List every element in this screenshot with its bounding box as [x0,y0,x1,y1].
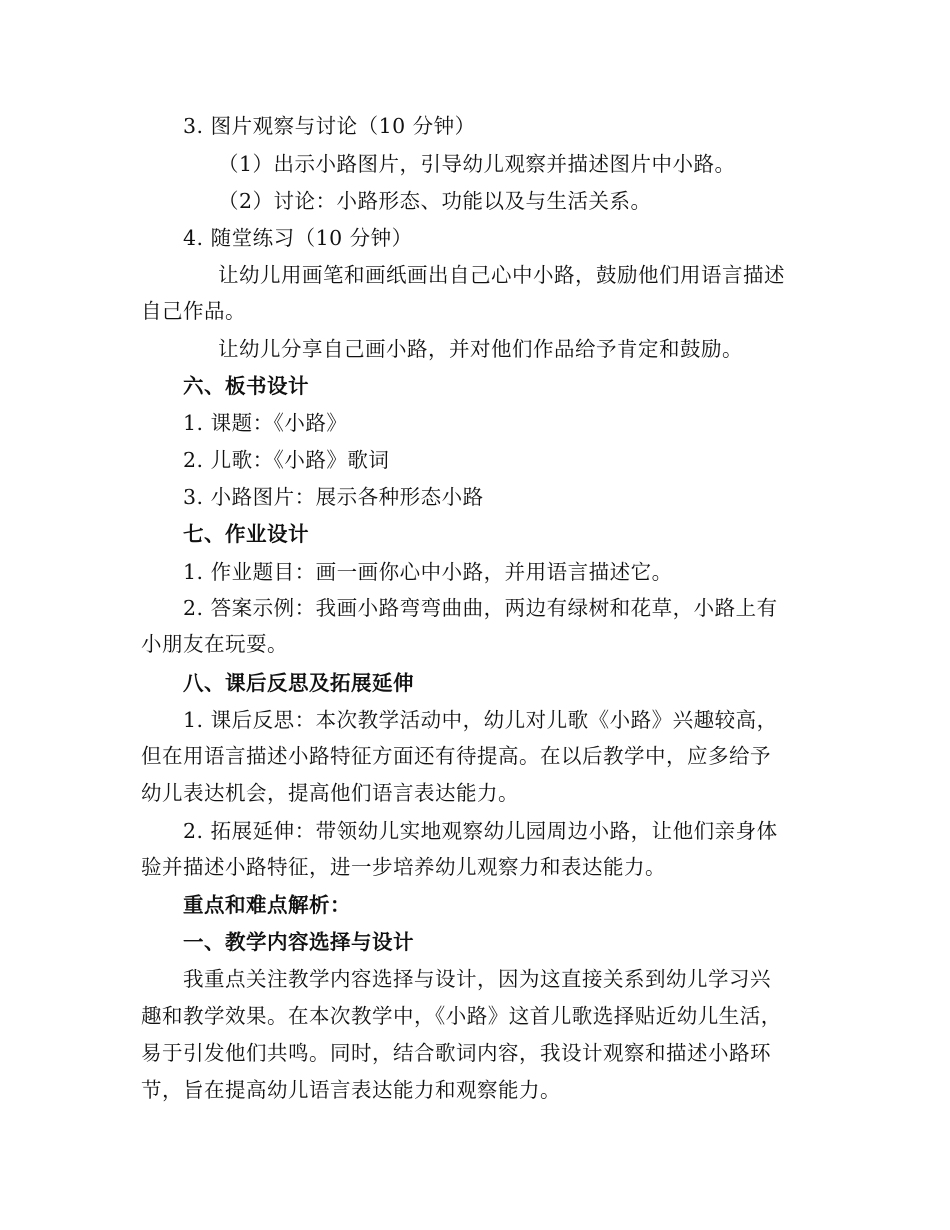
analysis-line-2: 趣和教学效果。在本次教学中，《小路》这首儿歌选择贴近幼儿生活， [141,1004,782,1028]
reflection-line-3: 幼儿表达机会，提高他们语言表达能力。 [141,781,519,805]
extension-line-1: 2. 拓展延伸：带领幼儿实地观察幼儿园周边小路，让他们亲身体 [183,819,778,843]
section3-item-2: （2）讨论：小路形态、功能以及与生活关系。 [218,189,652,213]
section3-item-1: （1）出示小路图片，引导幼儿观察并描述图片中小路。 [218,152,736,176]
heading-homework-design: 七、作业设计 [183,522,309,546]
heading-board-design: 六、板书设计 [183,374,309,398]
extension-line-2: 验并描述小路特征，进一步培养幼儿观察力和表达能力。 [141,855,666,879]
section4-paragraph-1-line-1: 让幼儿用画笔和画纸画出自己心中小路，鼓励他们用语言描述 [218,263,785,287]
board-item-2: 2. 儿歌：《小路》歌词 [183,448,390,472]
section4-paragraph-1-line-2: 自己作品。 [141,299,246,323]
heading-key-difficult-points: 重点和难点解析： [183,893,351,917]
homework-item-2-line-1: 2. 答案示例：我画小路弯弯曲曲，两边有绿树和花草，小路上有 [183,596,778,620]
board-item-1: 1. 课题：《小路》 [183,411,348,435]
analysis-line-4: 节，旨在提高幼儿语言表达能力和观察能力。 [141,1078,561,1102]
analysis-line-1: 我重点关注教学内容选择与设计，因为这直接关系到幼儿学习兴 [183,967,771,991]
analysis-line-3: 易于引发他们共鸣。同时，结合歌词内容，我设计观察和描述小路环 [141,1041,771,1065]
section4-title: 4. 随堂练习（10 分钟） [183,226,413,250]
homework-item-1: 1. 作业题目：画一画你心中小路，并用语言描述它。 [183,560,673,584]
heading-content-selection: 一、教学内容选择与设计 [183,930,414,954]
homework-item-2-line-2: 小朋友在玩耍。 [141,632,288,656]
section3-title: 3. 图片观察与讨论（10 分钟） [183,114,476,138]
reflection-line-1: 1. 课后反思：本次教学活动中，幼儿对儿歌《小路》兴趣较高， [183,708,778,732]
board-item-3: 3. 小路图片：展示各种形态小路 [183,485,484,509]
reflection-line-2: 但在用语言描述小路特征方面还有待提高。在以后教学中，应多给予 [141,744,771,768]
section4-paragraph-2: 让幼儿分享自己画小路，并对他们作品给予肯定和鼓励。 [218,337,743,361]
heading-reflection-extension: 八、课后反思及拓展延伸 [183,671,414,695]
